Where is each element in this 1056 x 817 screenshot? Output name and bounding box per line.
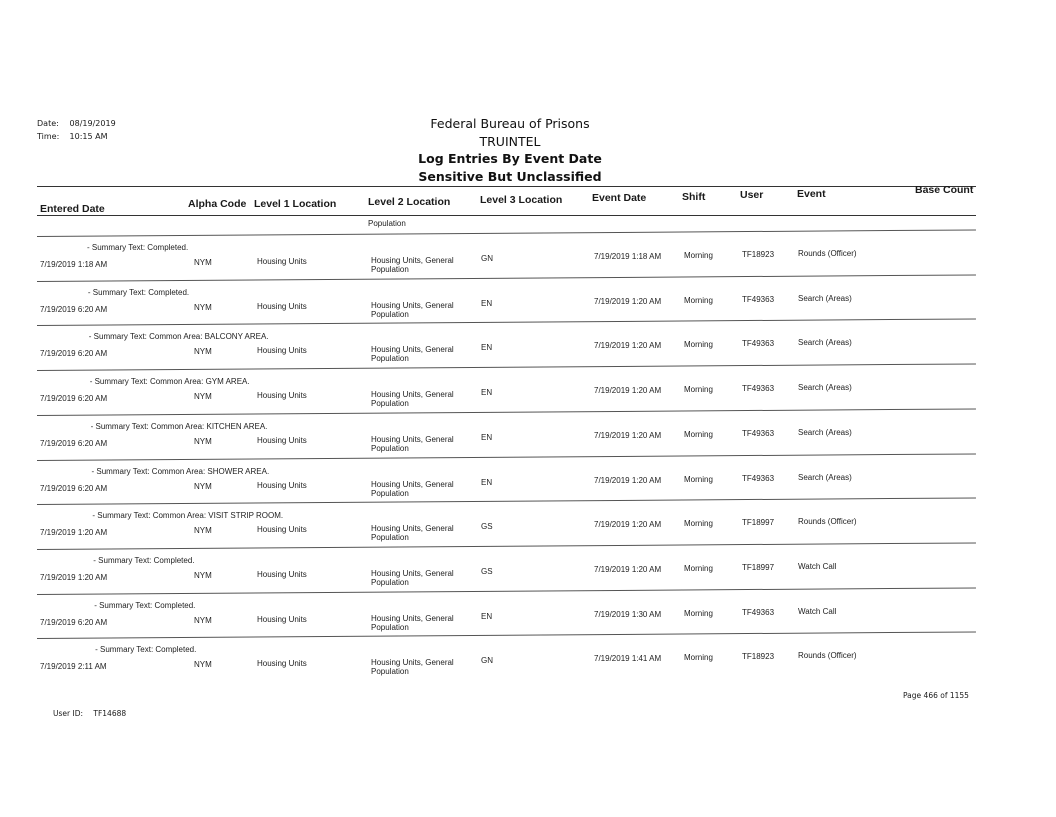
row-entered-date: 7/19/2019 6:20 AM bbox=[40, 483, 108, 493]
row-level3: GS bbox=[481, 566, 493, 576]
row-event: Search (Areas) bbox=[798, 338, 852, 348]
row-event-date: 7/19/2019 1:20 AM bbox=[594, 341, 662, 351]
row-user: TF49363 bbox=[742, 607, 775, 617]
agency-title: Federal Bureau of Prisons bbox=[430, 116, 590, 131]
row-level3: EN bbox=[481, 388, 493, 398]
row-event: Search (Areas) bbox=[798, 427, 852, 437]
row-event: Search (Areas) bbox=[798, 472, 852, 482]
col-base-count: Base Count bbox=[915, 184, 974, 196]
row-level1: Housing Units bbox=[257, 480, 307, 490]
row-event-date: 7/19/2019 1:30 AM bbox=[594, 609, 662, 619]
row-user: TF49363 bbox=[742, 339, 775, 349]
row-user: TF49363 bbox=[742, 473, 775, 483]
row-level1: Housing Units bbox=[257, 346, 307, 356]
header-top-rule bbox=[37, 186, 976, 187]
row-entered-date: 7/19/2019 2:11 AM bbox=[40, 662, 107, 672]
date-label: Date: bbox=[37, 119, 59, 128]
row-shift: Morning bbox=[684, 340, 713, 350]
row-entered-date: 7/19/2019 6:20 AM bbox=[40, 394, 108, 404]
row-event-date: 7/19/2019 1:20 AM bbox=[594, 296, 662, 306]
row-event: Watch Call bbox=[798, 606, 837, 616]
row-separator bbox=[37, 587, 976, 595]
row-entered-date: 7/19/2019 6:20 AM bbox=[40, 438, 108, 448]
row-summary: - Summary Text: Common Area: KITCHEN AREA. bbox=[90, 421, 268, 431]
col-user: User bbox=[740, 189, 764, 201]
row-level1: Housing Units bbox=[257, 391, 307, 401]
col-level1: Level 1 Location bbox=[254, 198, 337, 210]
time-label: Time: bbox=[37, 132, 60, 141]
header-bottom-rule bbox=[37, 215, 976, 216]
row-level2: Housing Units, General Population bbox=[371, 345, 454, 364]
row-shift: Morning bbox=[684, 251, 713, 260]
row-level2: Housing Units, General Population bbox=[371, 479, 454, 498]
row-event-date: 7/19/2019 1:20 AM bbox=[594, 475, 662, 485]
col-level3: Level 3 Location bbox=[480, 194, 563, 206]
row-level3: EN bbox=[481, 477, 493, 487]
row-alpha-code: NYM bbox=[194, 302, 212, 312]
row-level2: Housing Units, General Population bbox=[371, 300, 454, 319]
row-level3: EN bbox=[481, 343, 493, 353]
row-event: Search (Areas) bbox=[798, 383, 852, 393]
user-id-value: TF14688 bbox=[93, 709, 127, 718]
row-entered-date: 7/19/2019 6:20 AM bbox=[40, 617, 108, 627]
row-level2: Housing Units, General Population bbox=[371, 434, 454, 453]
row-summary: - Summary Text: Common Area: GYM AREA. bbox=[89, 377, 250, 387]
row-user: TF49363 bbox=[742, 294, 775, 304]
row-level3: EN bbox=[481, 298, 493, 308]
classification: Sensitive But Unclassified bbox=[418, 169, 602, 184]
row-event-date: 7/19/2019 1:18 AM bbox=[594, 252, 662, 261]
user-id-label: User ID: bbox=[53, 709, 83, 718]
row-shift: Morning bbox=[684, 429, 713, 439]
row-entered-date: 7/19/2019 6:20 AM bbox=[40, 304, 108, 314]
carryover-text: Population bbox=[368, 219, 406, 228]
row-level2: Housing Units, General Population bbox=[371, 613, 454, 632]
row-summary: - Summary Text: Common Area: VISIT STRIP ROOM. bbox=[92, 511, 284, 521]
row-shift: Morning bbox=[684, 608, 713, 618]
col-shift: Shift bbox=[682, 191, 706, 203]
row-entered-date: 7/19/2019 1:18 AM bbox=[40, 260, 108, 269]
row-user: TF49363 bbox=[742, 428, 775, 438]
row-event: Rounds (Officer) bbox=[798, 651, 857, 661]
row-user: TF18923 bbox=[742, 250, 775, 259]
row-shift: Morning bbox=[684, 653, 713, 663]
row-separator bbox=[37, 498, 976, 506]
row-summary: - Summary Text: Completed. bbox=[93, 555, 195, 565]
row-level2: Housing Units, General Population bbox=[371, 390, 454, 409]
row-event: Rounds (Officer) bbox=[798, 249, 857, 258]
row-level3: EN bbox=[481, 432, 493, 442]
row-level3: GN bbox=[481, 656, 493, 666]
row-level1: Housing Units bbox=[257, 569, 307, 579]
row-summary: - Summary Text: Completed. bbox=[94, 600, 196, 610]
row-alpha-code: NYM bbox=[194, 347, 212, 357]
row-level1: Housing Units bbox=[257, 525, 307, 535]
row-alpha-code: NYM bbox=[194, 392, 212, 402]
row-level2: Housing Units, General Population bbox=[371, 658, 454, 677]
row-event: Search (Areas) bbox=[798, 293, 852, 303]
row-level2: Housing Units, General Population bbox=[371, 568, 454, 587]
row-alpha-code: NYM bbox=[194, 258, 212, 267]
row-entered-date: 7/19/2019 6:20 AM bbox=[40, 349, 108, 359]
col-entered-date: Entered Date bbox=[40, 203, 105, 215]
row-separator bbox=[37, 364, 976, 372]
row-separator bbox=[37, 632, 976, 640]
row-alpha-code: NYM bbox=[194, 570, 212, 580]
page-number: Page 466 of 1155 bbox=[903, 691, 969, 700]
row-level1: Housing Units bbox=[257, 614, 307, 624]
row-level3: GN bbox=[481, 254, 493, 263]
row-separator bbox=[37, 453, 976, 461]
row-summary: - Summary Text: Common Area: BALCONY AREA. bbox=[88, 332, 269, 342]
row-user: TF18997 bbox=[742, 518, 775, 528]
row-separator bbox=[37, 542, 976, 550]
row-event-date: 7/19/2019 1:41 AM bbox=[594, 654, 662, 664]
col-event: Event bbox=[797, 188, 826, 200]
row-shift: Morning bbox=[684, 295, 713, 305]
time-value: 10:15 AM bbox=[69, 132, 108, 141]
report-time bbox=[37, 132, 108, 141]
row-alpha-code: NYM bbox=[194, 436, 212, 446]
row-shift: Morning bbox=[684, 519, 713, 529]
row-shift: Morning bbox=[684, 563, 713, 573]
row-level1: Housing Units bbox=[257, 435, 307, 445]
row-level2: Housing Units, General Population bbox=[371, 524, 454, 543]
report-date bbox=[37, 119, 116, 128]
user-id bbox=[53, 709, 126, 718]
row-alpha-code: NYM bbox=[194, 481, 212, 491]
row-event-date: 7/19/2019 1:20 AM bbox=[594, 564, 662, 574]
row-event-date: 7/19/2019 1:20 AM bbox=[594, 520, 662, 530]
row-user: TF18997 bbox=[742, 562, 775, 572]
row-alpha-code: NYM bbox=[194, 615, 212, 625]
report-title: Log Entries By Event Date bbox=[418, 151, 602, 166]
col-event-date: Event Date bbox=[592, 192, 647, 204]
row-entered-date: 7/19/2019 1:20 AM bbox=[40, 572, 108, 582]
row-summary: - Summary Text: Common Area: SHOWER AREA. bbox=[91, 466, 270, 476]
row-user: TF18923 bbox=[742, 652, 775, 662]
row-alpha-code: NYM bbox=[194, 526, 212, 536]
row-separator bbox=[37, 408, 976, 416]
row-summary: - Summary Text: Completed. bbox=[87, 243, 189, 252]
row-level2: Housing Units, General Population bbox=[371, 256, 454, 274]
row-level1: Housing Units bbox=[257, 659, 307, 669]
row-summary: - Summary Text: Completed. bbox=[95, 645, 197, 655]
row-alpha-code: NYM bbox=[194, 660, 212, 670]
row-separator bbox=[37, 274, 976, 282]
row-separator bbox=[37, 319, 976, 327]
col-level2: Level 2 Location bbox=[368, 196, 451, 208]
row-summary: - Summary Text: Completed. bbox=[87, 287, 190, 297]
row-level1: Housing Units bbox=[257, 257, 307, 266]
row-event-date: 7/19/2019 1:20 AM bbox=[594, 386, 662, 396]
row-level1: Housing Units bbox=[257, 301, 307, 311]
row-event-date: 7/19/2019 1:20 AM bbox=[594, 430, 662, 440]
row-separator bbox=[37, 229, 976, 237]
row-shift: Morning bbox=[684, 474, 713, 484]
row-event: Rounds (Officer) bbox=[798, 517, 857, 527]
row-shift: Morning bbox=[684, 385, 713, 395]
row-user: TF49363 bbox=[742, 384, 775, 394]
row-entered-date: 7/19/2019 1:20 AM bbox=[40, 528, 108, 538]
date-value: 08/19/2019 bbox=[69, 119, 116, 128]
row-level3: EN bbox=[481, 611, 493, 621]
col-alpha-code: Alpha Code bbox=[188, 198, 247, 210]
system-name: TRUINTEL bbox=[479, 134, 541, 149]
row-event: Watch Call bbox=[798, 561, 837, 571]
row-level3: GS bbox=[481, 522, 493, 532]
